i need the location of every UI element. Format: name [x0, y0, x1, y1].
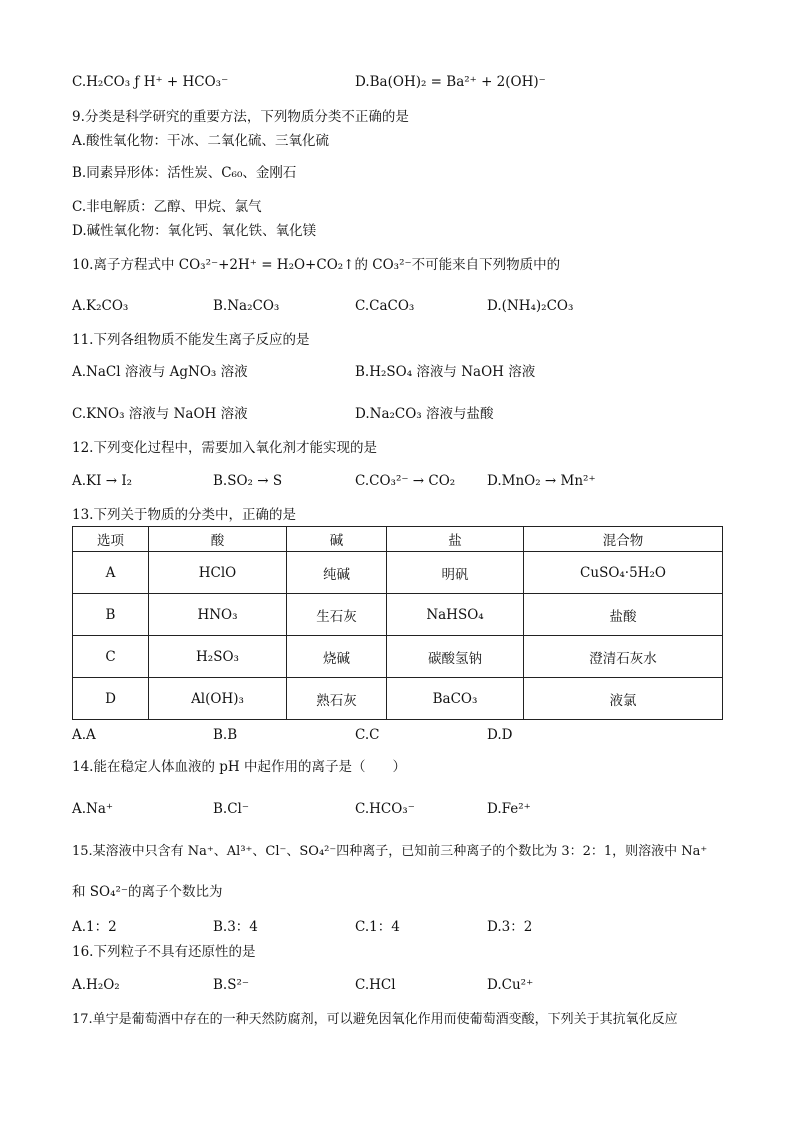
q9-option-b: B.同素异形体：活性炭、C₆₀、金刚石	[72, 165, 297, 181]
q11-option-b: B.H₂SO₄ 溶液与 NaOH 溶液	[355, 364, 536, 380]
q11-option-a: A.NaCl 溶液与 AgNO₃ 溶液	[72, 364, 248, 380]
q16-stem: 16.下列粒子不具有还原性的是	[72, 944, 256, 960]
table-cell: HClO	[149, 552, 287, 594]
q14-option-d: D.Fe²⁺	[487, 801, 531, 817]
q17-stem: 17.单宁是葡萄酒中存在的一种天然防腐剂，可以避免因氧化作用而使葡萄酒变酸，下列关于其抗氧化反应	[72, 1012, 678, 1027]
table-header-row	[73, 527, 723, 552]
q16-option-d: D.Cu²⁺	[487, 977, 534, 993]
q11-option-d: D.Na₂CO₃ 溶液与盐酸	[355, 406, 494, 422]
q16-option-a: A.H₂O₂	[72, 977, 120, 993]
table-row	[73, 636, 723, 678]
table-cell: HNO₃	[149, 594, 287, 636]
q10-option-a: A.K₂CO₃	[72, 298, 129, 314]
table-cell: H₂SO₃	[149, 636, 287, 678]
table-header-cell: 盐	[387, 527, 524, 552]
q9-option-c: C.非电解质：乙醇、甲烷、氯气	[72, 199, 262, 215]
q13-option-d: D.D	[487, 727, 513, 743]
table-row	[73, 552, 723, 594]
table-cell: 纯碱	[287, 552, 387, 594]
q15-stem-line2: 和 SO₄²⁻的离子个数比为	[72, 884, 223, 900]
q16-option-b: B.S²⁻	[213, 977, 249, 993]
table-header-cell: 选项	[73, 527, 149, 552]
q16-option-c: C.HCl	[355, 977, 396, 993]
table-cell: NaHSO₄	[387, 594, 524, 636]
q12-stem: 12.下列变化过程中，需要加入氧化剂才能实现的是	[72, 440, 377, 456]
q12-option-a: A.KI → I₂	[72, 473, 133, 489]
table-cell: 生石灰	[287, 594, 387, 636]
q14-option-b: B.Cl⁻	[213, 801, 249, 817]
q11-option-c: C.KNO₃ 溶液与 NaOH 溶液	[72, 406, 248, 422]
q8-option-d: D.Ba(OH)₂ = Ba²⁺ + 2(OH)⁻	[355, 74, 546, 90]
q12-option-c: C.CO₃²⁻ → CO₂	[355, 473, 456, 489]
table-header-cell: 碱	[287, 527, 387, 552]
q13-option-a: A.A	[72, 727, 96, 743]
table-cell: Al(OH)₃	[149, 678, 287, 720]
table-cell: BaCO₃	[387, 678, 524, 720]
q13-stem: 13.下列关于物质的分类中，正确的是	[72, 507, 296, 523]
table-row	[73, 594, 723, 636]
q14-option-a: A.Na⁺	[72, 801, 114, 817]
q10-option-c: C.CaCO₃	[355, 298, 415, 314]
q9-option-a: A.酸性氧化物：干冰、二氧化硫、三氧化硫	[72, 133, 330, 149]
table-cell: 碳酸氢钠	[387, 636, 524, 678]
q15-option-d: D.3：2	[487, 919, 533, 935]
q14-option-c: C.HCO₃⁻	[355, 801, 415, 817]
q15-stem-line1: 15.某溶液中只含有 Na⁺、Al³⁺、Cl⁻、SO₄²⁻四种离子，已知前三种离子的个数比为 3：2：1，则溶液中 Na⁺	[72, 844, 708, 859]
table-cell: 液氯	[524, 678, 723, 720]
table-row	[73, 678, 723, 720]
q10-stem: 10.离子方程式中 CO₃²⁻+2H⁺ = H₂O+CO₂↑的 CO₃²⁻不可能来自下列物质中的	[72, 257, 561, 273]
table-cell: CuSO₄·5H₂O	[524, 552, 723, 594]
table-cell: C	[73, 636, 149, 678]
q9-stem: 9.分类是科学研究的重要方法，下列物质分类不正确的是	[72, 109, 409, 125]
q9-option-d: D.碱性氧化物：氧化钙、氧化铁、氧化镁	[72, 223, 317, 239]
classification-table	[72, 526, 723, 720]
table-cell: 熟石灰	[287, 678, 387, 720]
q13-option-c: C.C	[355, 727, 380, 743]
q11-stem: 11.下列各组物质不能发生离子反应的是	[72, 332, 310, 348]
table-cell: 澄清石灰水	[524, 636, 723, 678]
table-header-cell: 酸	[149, 527, 287, 552]
q15-option-b: B.3：4	[213, 919, 258, 935]
q14-stem: 14.能在稳定人体血液的 pH 中起作用的离子是（ ）	[72, 759, 406, 775]
table-cell: A	[73, 552, 149, 594]
q15-option-a: A.1：2	[72, 919, 117, 935]
table-cell: B	[73, 594, 149, 636]
q10-option-d: D.(NH₄)₂CO₃	[487, 298, 574, 314]
table-cell: 烧碱	[287, 636, 387, 678]
q13-option-b: B.B	[213, 727, 238, 743]
table-cell: D	[73, 678, 149, 720]
table-cell: 盐酸	[524, 594, 723, 636]
table-cell: 明矾	[387, 552, 524, 594]
q12-option-b: B.SO₂ → S	[213, 473, 283, 489]
q10-option-b: B.Na₂CO₃	[213, 298, 280, 314]
q8-option-c: C.H₂CO₃ ƒ H⁺ + HCO₃⁻	[72, 74, 229, 90]
q15-option-c: C.1：4	[355, 919, 400, 935]
table-header-cell: 混合物	[524, 527, 723, 552]
q12-option-d: D.MnO₂ → Mn²⁺	[487, 473, 596, 489]
